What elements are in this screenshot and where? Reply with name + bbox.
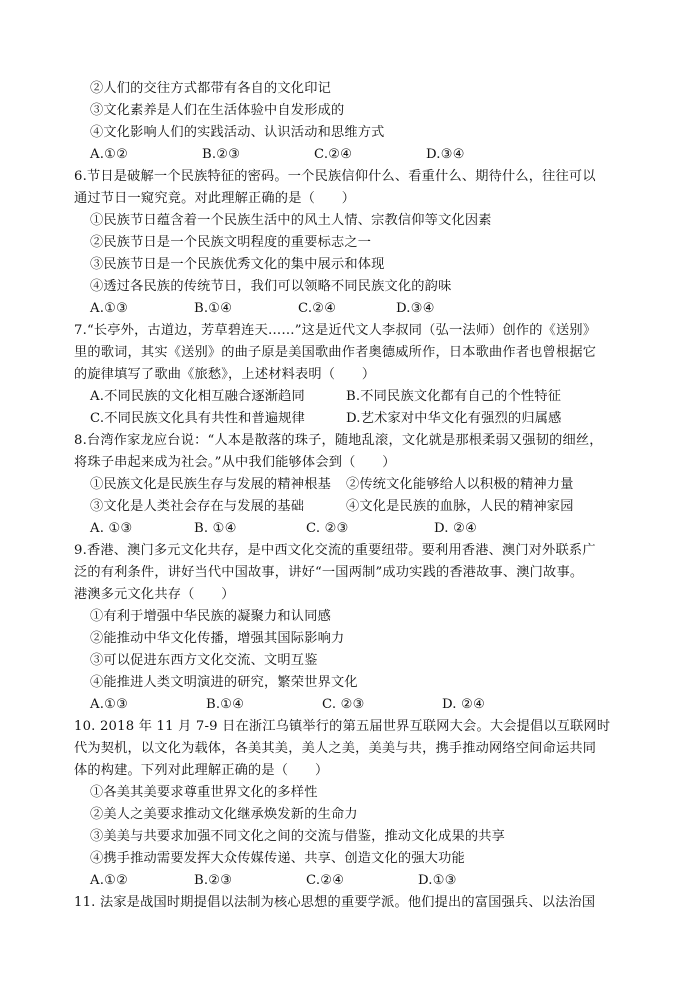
choice-c: C.不同民族文化具有共性和普遍规律 <box>90 411 306 426</box>
choice-b: B.②③ <box>194 873 233 888</box>
choice-a: A. ①③ <box>90 521 133 536</box>
choice-c: C. ②③ <box>306 521 349 536</box>
statement-2: ②传统文化能够给人以积极的精神力量 <box>346 477 574 492</box>
question-9-stem-line-2: 泛的有利条件，讲好当代中国故事，讲好“一国两制”成功实践的香港故事、澳门故事。 <box>74 565 584 580</box>
choice-d: D. ②④ <box>434 521 478 536</box>
question-7-stem-line-3: 的旋律填写了歌曲《旅愁》，上述材料表明（ ） <box>74 367 376 382</box>
statement-4: ④文化是民族的血脉，人民的精神家园 <box>346 499 574 514</box>
statement-3: ③民族节日是一个民族优秀文化的集中展示和体现 <box>90 257 385 272</box>
question-6-stem-line-2: 通过节日一窥究竟。对此理解正确的是（ ） <box>74 191 356 206</box>
question-7-stem-line-2: 里的歌词，其实《送别》的曲子原是美国歌曲作者奥德威所作，日本歌曲作者也曾根据它 <box>74 345 597 360</box>
statement-2: ②民族节日是一个民族文明程度的重要标志之一 <box>90 235 372 250</box>
statement-2: ②人们的交往方式都带有各自的文化印记 <box>90 81 331 96</box>
choice-d: D.艺术家对中华文化有强烈的归属感 <box>346 411 562 426</box>
statement-3: ③可以促进东西方文化交流、文明互鉴 <box>90 653 318 668</box>
statement-4: ④透过各民族的传统节日，我们可以领略不同民族文化的韵味 <box>90 279 452 294</box>
question-7-stem-line-1: 7.“长亭外，古道边，芳草碧连天……”这是近代文人李叔同（弘一法师）创作的《送别》 <box>74 323 597 338</box>
choice-a: A.①③ <box>90 697 129 712</box>
choice-a: A.不同民族的文化相互融合逐渐趋同 <box>90 389 305 404</box>
choice-b: B. ①④ <box>194 521 237 536</box>
question-10-stem-line-1: 10. 2018 年 11 月 7-9 日在浙江乌镇举行的第五届世界互联网大会。大会提倡以互联网时 <box>74 719 611 734</box>
question-6-stem-line-1: 6.节日是破解一个民族特征的密码。一个民族信仰什么、看重什么、期待什么，往往可以 <box>74 169 596 184</box>
choice-b: B.①④ <box>206 697 245 712</box>
question-8-stem-line-2: 将珠子串起来成为社会。”从中我们能够体会到（ ） <box>74 455 396 470</box>
statement-3: ③文化素养是人们在生活体验中自发形成的 <box>90 103 345 118</box>
choice-c: C.②④ <box>298 301 337 316</box>
statement-1: ①民族文化是民族生存与发展的精神根基 <box>90 477 331 492</box>
choice-d: D.①③ <box>418 873 457 888</box>
statement-3: ③美美与共要求加强不同文化之间的交流与借鉴，推动文化成果的共享 <box>90 829 506 844</box>
choice-d: D.③④ <box>426 147 465 162</box>
choice-b: B.②③ <box>202 147 241 162</box>
statement-3: ③文化是人类社会存在与发展的基础 <box>90 499 305 514</box>
choice-c: C.②④ <box>306 873 345 888</box>
statement-4: ④能推进人类文明演进的研究，繁荣世界文化 <box>90 675 358 690</box>
statement-2: ②能推动中华文化传播，增强其国际影响力 <box>90 631 345 646</box>
question-8-stem-line-1: 8.台湾作家龙应台说：“人本是散落的珠子，随地乱滚，文化就是那根柔弱又强韧的细丝， <box>74 433 603 448</box>
choice-a: A.①③ <box>90 301 129 316</box>
question-10-stem-line-3: 体的构建。下列对此理解正确的是（ ） <box>74 763 329 778</box>
question-9-stem-line-1: 9.香港、澳门多元文化共存，是中西文化交流的重要纽带。要利用香港、澳门对外联系广 <box>74 543 596 558</box>
question-9-stem-line-3: 港澳多元文化共存（ ） <box>74 587 235 602</box>
choice-a: A.①② <box>90 147 129 162</box>
statement-4: ④文化影响人们的实践活动、认识活动和思维方式 <box>90 125 385 140</box>
choice-b: B.不同民族文化都有自己的个性特征 <box>346 389 562 404</box>
choice-c: C. ②③ <box>322 697 365 712</box>
statement-4: ④携手推动需要发挥大众传媒传递、共享、创造文化的强大功能 <box>90 851 465 866</box>
choice-d: D.③④ <box>396 301 435 316</box>
statement-1: ①民族节日蕴含着一个民族生活中的风土人情、宗教信仰等文化因素 <box>90 213 492 228</box>
choice-a: A.①② <box>90 873 129 888</box>
statement-1: ①各美其美要求尊重世界文化的多样性 <box>90 785 318 800</box>
statement-2: ②美人之美要求推动文化继承焕发新的生命力 <box>90 807 358 822</box>
choice-b: B.①④ <box>194 301 233 316</box>
statement-1: ①有利于增强中华民族的凝聚力和认同感 <box>90 609 331 624</box>
question-11-stem-line-1: 11. 法家是战国时期提倡以法制为核心思想的重要学派。他们提出的富国强兵、以法治国 <box>74 895 596 910</box>
question-10-stem-line-2: 代为契机，以文化为载体，各美其美，美人之美，美美与共，携手推动网络空间命运共同 <box>74 741 597 756</box>
choice-c: C.②④ <box>314 147 353 162</box>
choice-d: D. ②④ <box>442 697 486 712</box>
